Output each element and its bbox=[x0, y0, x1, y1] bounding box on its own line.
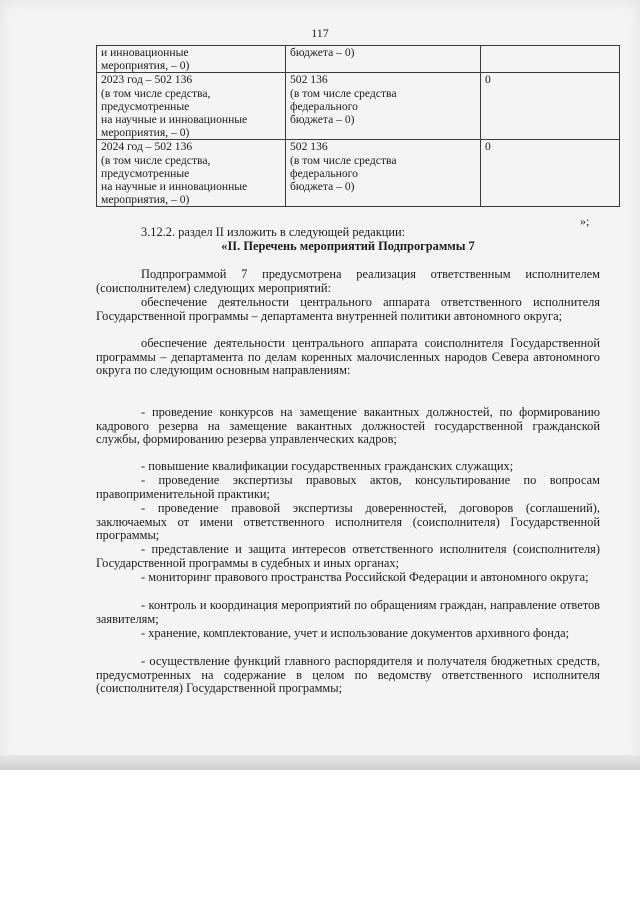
cell-text-line: на научные и инновационные bbox=[101, 180, 248, 194]
list-item-legal-monitoring: - мониторинг правового пространства Российской Федерации и автономного округа; bbox=[141, 570, 589, 584]
table-cell bbox=[481, 73, 620, 140]
cell-text-line: (в том числе средства bbox=[290, 86, 397, 100]
table-cell bbox=[481, 46, 620, 73]
cell-text-line: федерального bbox=[290, 166, 358, 180]
list-item-competitions: - проведение конкурсов на замещение вакантных должностей, по формированию кадрового резерва на замещение вакантных должностей государственной гражданской службы, формированию резерва управленческих кадров; bbox=[96, 405, 600, 447]
table-cell bbox=[481, 140, 620, 207]
table-cell bbox=[286, 73, 481, 140]
section-title: «II. Перечень мероприятий Подпрограммы 7 bbox=[221, 239, 475, 253]
cell-text-line: мероприятия, – 0) bbox=[101, 126, 190, 140]
item-heading: 3.12.2. раздел II изложить в следующей редакции: bbox=[141, 225, 406, 239]
paragraph-intro: Подпрограммой 7 предусмотрена реализация ответственным исполнителем (соисполнителем) следующих мероприятий: bbox=[96, 267, 600, 295]
cell-text-line: 0 bbox=[485, 140, 491, 154]
table-cell bbox=[286, 140, 481, 207]
cell-text-line: бюджета – 0) bbox=[290, 46, 355, 59]
paragraph-activity-1: обеспечение деятельности центрального аппарата ответственного исполнителя Государственной программы – департамента внутренней политики автономного округа; bbox=[96, 295, 600, 323]
list-item-power-of-attorney: - проведение правовой экспертизы доверенностей, договоров (соглашений), заключаемых от имени ответственного исполнителя (соисполнителя) Государственной программы; bbox=[96, 501, 600, 543]
cell-text-line: (в том числе средства, bbox=[101, 86, 211, 100]
cell-text-line: 2024 год – 502 136 bbox=[101, 140, 193, 154]
cell-text-line: предусмотренные bbox=[101, 166, 190, 180]
budget-table-body bbox=[97, 46, 620, 207]
cell-text-line: и инновационные bbox=[101, 46, 189, 59]
cell-text-line: (в том числе средства bbox=[290, 153, 397, 167]
list-item-citizen-appeals: - контроль и координация мероприятий по обращениям граждан, направление ответов заявителям; bbox=[96, 598, 600, 626]
paragraph-activity-2: обеспечение деятельности центрального аппарата соисполнителя Государственной программы – департамента по делам коренных малочисленных народов Севера автономного округа по следующим основным направлениям: bbox=[96, 336, 600, 378]
cell-text-line: на научные и инновационные bbox=[101, 113, 248, 127]
cell-text-line: мероприятия, – 0) bbox=[101, 59, 190, 73]
table-cell bbox=[97, 73, 286, 140]
list-item-qualification: - повышение квалификации государственных гражданских служащих; bbox=[141, 459, 514, 473]
closing-quote-mark: »; bbox=[580, 214, 590, 228]
list-item-legal-expertise: - проведение экспертизы правовых актов, консультирование по вопросам правоприменительной практики; bbox=[96, 473, 600, 501]
cell-text-line: (в том числе средства, bbox=[101, 153, 211, 167]
cell-text-line: бюджета – 0) bbox=[290, 113, 355, 127]
table-row bbox=[97, 73, 620, 140]
table-cell bbox=[97, 46, 286, 73]
cell-text-line: предусмотренные bbox=[101, 99, 190, 113]
table-cell bbox=[97, 140, 286, 207]
cell-text-line: мероприятия, – 0) bbox=[101, 193, 190, 207]
cell-text-line: 502 136 bbox=[290, 140, 328, 154]
cell-text-line: федерального bbox=[290, 99, 358, 113]
table-cell bbox=[286, 46, 481, 73]
page-number: 117 bbox=[311, 26, 329, 40]
table-row bbox=[97, 46, 620, 73]
table-row bbox=[97, 140, 620, 207]
cell-text-line: 2023 год – 502 136 bbox=[101, 73, 193, 87]
cell-text-line: 502 136 bbox=[290, 73, 328, 87]
list-item-budget-functions: - осуществление функций главного распорядителя и получателя бюджетных средств, предусмотренных на содержание в целом по ведомству ответственного исполнителя (соисполнителя) Государственной программы; bbox=[96, 654, 600, 696]
budget-table bbox=[96, 45, 620, 207]
list-item-archive: - хранение, комплектование, учет и использование документов архивного фонда; bbox=[141, 626, 570, 640]
scan-edge-shadow bbox=[0, 755, 640, 770]
cell-text-line: бюджета – 0) bbox=[290, 180, 355, 194]
cell-text-line: 0 bbox=[485, 73, 491, 87]
list-item-court-representation: - представление и защита интересов ответственного исполнителя (соисполнителя) Государственной программы в судебных и иных органах; bbox=[96, 542, 600, 570]
